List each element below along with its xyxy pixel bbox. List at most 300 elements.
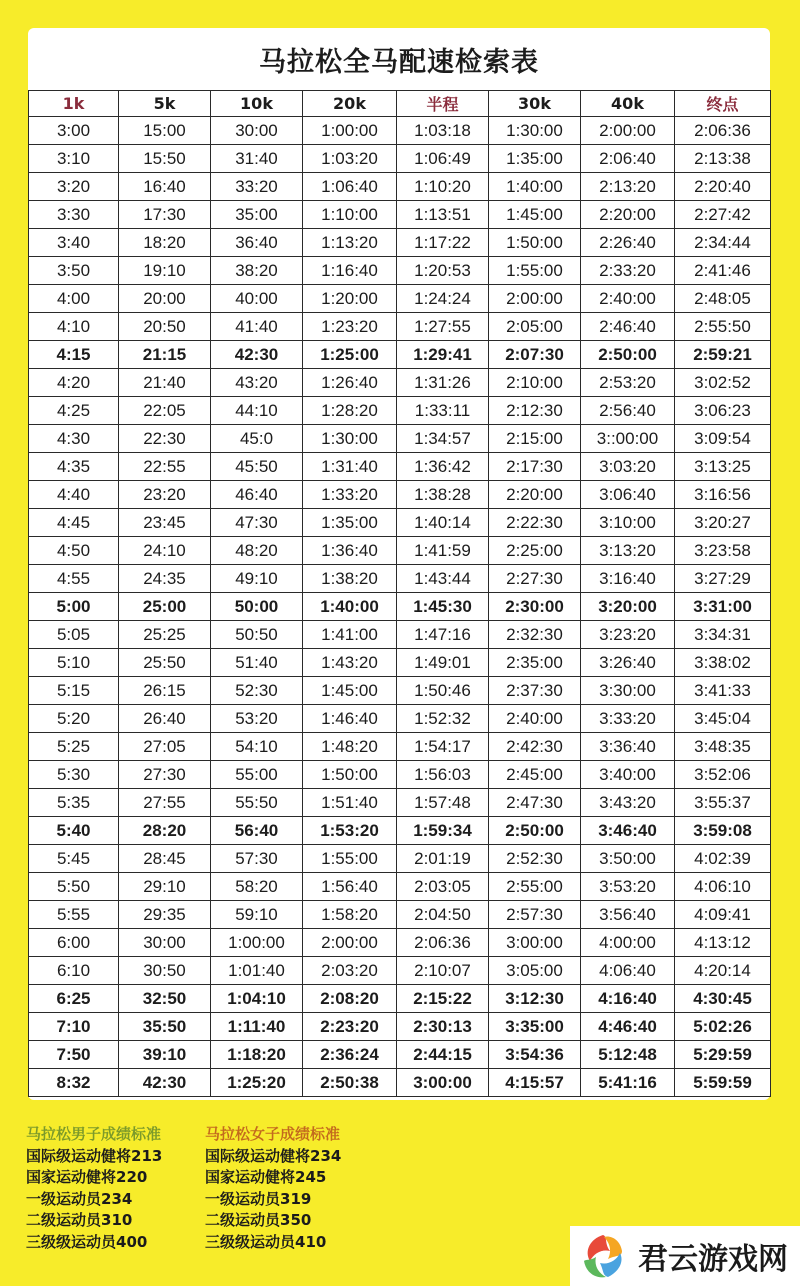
table-cell: 2:36:24 bbox=[303, 1041, 397, 1069]
watermark bbox=[570, 1226, 800, 1286]
table-cell: 50:00 bbox=[211, 593, 303, 621]
table-cell: 2:00:00 bbox=[303, 929, 397, 957]
table-row bbox=[29, 285, 771, 313]
table-cell: 4:13:12 bbox=[675, 929, 771, 957]
table-cell: 42:30 bbox=[119, 1069, 211, 1097]
table-cell: 1:36:42 bbox=[397, 453, 489, 481]
table-cell: 1:43:20 bbox=[303, 649, 397, 677]
table-cell: 1:20:53 bbox=[397, 257, 489, 285]
table-cell: 28:45 bbox=[119, 845, 211, 873]
table-cell: 1:29:41 bbox=[397, 341, 489, 369]
legend-female-item: 国际级运动健将234 bbox=[205, 1146, 342, 1165]
table-cell: 1:52:32 bbox=[397, 705, 489, 733]
table-cell: 27:55 bbox=[119, 789, 211, 817]
table-cell: 3:52:06 bbox=[675, 761, 771, 789]
table-cell: 1:20:00 bbox=[303, 285, 397, 313]
table-cell: 2:45:00 bbox=[489, 761, 581, 789]
swirl-logo-icon bbox=[578, 1231, 628, 1281]
table-cell: 1:30:00 bbox=[303, 425, 397, 453]
table-cell: 1:27:55 bbox=[397, 313, 489, 341]
table-cell: 47:30 bbox=[211, 509, 303, 537]
table-row bbox=[29, 1069, 771, 1097]
table-cell: 3:54:36 bbox=[489, 1041, 581, 1069]
table-cell: 43:20 bbox=[211, 369, 303, 397]
table-cell: 1:13:51 bbox=[397, 201, 489, 229]
table-cell: 24:10 bbox=[119, 537, 211, 565]
table-cell: 2:15:22 bbox=[397, 985, 489, 1013]
table-cell: 1:03:20 bbox=[303, 145, 397, 173]
header-finish: 终点 bbox=[675, 91, 771, 117]
table-cell: 3:13:20 bbox=[581, 537, 675, 565]
table-cell: 4:10 bbox=[29, 313, 119, 341]
table-cell: 1:30:00 bbox=[489, 117, 581, 145]
table-cell: 53:20 bbox=[211, 705, 303, 733]
table-cell: 1:48:20 bbox=[303, 733, 397, 761]
table-cell: 29:35 bbox=[119, 901, 211, 929]
table-cell: 2:59:21 bbox=[675, 341, 771, 369]
table-cell: 5:40 bbox=[29, 817, 119, 845]
table-cell: 2:13:20 bbox=[581, 173, 675, 201]
table-cell: 2:34:44 bbox=[675, 229, 771, 257]
table-cell: 22:55 bbox=[119, 453, 211, 481]
table-cell: 4:06:40 bbox=[581, 957, 675, 985]
table-cell: 2:50:38 bbox=[303, 1069, 397, 1097]
table-cell: 4:20:14 bbox=[675, 957, 771, 985]
table-cell: 3:20 bbox=[29, 173, 119, 201]
table-cell: 3:10 bbox=[29, 145, 119, 173]
table-cell: 3:06:23 bbox=[675, 397, 771, 425]
table-cell: 3:10:00 bbox=[581, 509, 675, 537]
legend-female-heading: 马拉松女子成绩标准 bbox=[205, 1125, 341, 1143]
table-cell: 5:00 bbox=[29, 593, 119, 621]
table-cell: 1:40:14 bbox=[397, 509, 489, 537]
table-cell: 2:04:50 bbox=[397, 901, 489, 929]
table-cell: 4:30:45 bbox=[675, 985, 771, 1013]
table-cell: 30:00 bbox=[119, 929, 211, 957]
table-cell: 3:50:00 bbox=[581, 845, 675, 873]
table-cell: 5:02:26 bbox=[675, 1013, 771, 1041]
table-row bbox=[29, 313, 771, 341]
table-cell: 24:35 bbox=[119, 565, 211, 593]
table-row bbox=[29, 201, 771, 229]
table-cell: 3:20:00 bbox=[581, 593, 675, 621]
table-cell: 2:47:30 bbox=[489, 789, 581, 817]
table-cell: 2:13:38 bbox=[675, 145, 771, 173]
table-cell: 2:50:00 bbox=[581, 341, 675, 369]
table-cell: 3:20:27 bbox=[675, 509, 771, 537]
table-cell: 54:10 bbox=[211, 733, 303, 761]
table-row bbox=[29, 957, 771, 985]
table-cell: 2:30:00 bbox=[489, 593, 581, 621]
table-cell: 4:35 bbox=[29, 453, 119, 481]
table-row bbox=[29, 145, 771, 173]
table-row bbox=[29, 593, 771, 621]
table-row bbox=[29, 677, 771, 705]
table-cell: 1:57:48 bbox=[397, 789, 489, 817]
table-cell: 21:40 bbox=[119, 369, 211, 397]
table-cell: 2:15:00 bbox=[489, 425, 581, 453]
table-cell: 25:50 bbox=[119, 649, 211, 677]
table-cell: 59:10 bbox=[211, 901, 303, 929]
table-cell: 2:06:36 bbox=[397, 929, 489, 957]
table-cell: 1:00:00 bbox=[303, 117, 397, 145]
header-half: 半程 bbox=[397, 91, 489, 117]
table-cell: 2:08:20 bbox=[303, 985, 397, 1013]
table-cell: 5:05 bbox=[29, 621, 119, 649]
table-cell: 5:30 bbox=[29, 761, 119, 789]
table-row bbox=[29, 369, 771, 397]
legend-male-item: 二级运动员310 bbox=[26, 1211, 133, 1229]
header-row bbox=[29, 91, 771, 117]
table-cell: 3:23:58 bbox=[675, 537, 771, 565]
table-cell: 22:05 bbox=[119, 397, 211, 425]
legend-male-item: 国家运动健将220 bbox=[26, 1168, 148, 1186]
table-cell: 2:03:05 bbox=[397, 873, 489, 901]
table-cell: 1:51:40 bbox=[303, 789, 397, 817]
table-cell: 2:27:42 bbox=[675, 201, 771, 229]
table-cell: 41:40 bbox=[211, 313, 303, 341]
table-cell: 6:10 bbox=[29, 957, 119, 985]
legend-female bbox=[205, 1124, 341, 1253]
table-cell: 1:43:44 bbox=[397, 565, 489, 593]
table-cell: 4:15 bbox=[29, 341, 119, 369]
table-cell: 1:26:40 bbox=[303, 369, 397, 397]
table-cell: 22:30 bbox=[119, 425, 211, 453]
table-cell: 35:50 bbox=[119, 1013, 211, 1041]
table-cell: 8:32 bbox=[29, 1069, 119, 1097]
table-cell: 15:00 bbox=[119, 117, 211, 145]
table-cell: 1:25:20 bbox=[211, 1069, 303, 1097]
table-cell: 1:45:00 bbox=[489, 201, 581, 229]
table-cell: 4:15:57 bbox=[489, 1069, 581, 1097]
table-cell: 1:16:40 bbox=[303, 257, 397, 285]
table-cell: 3:02:52 bbox=[675, 369, 771, 397]
table-cell: 1:56:40 bbox=[303, 873, 397, 901]
table-cell: 2:48:05 bbox=[675, 285, 771, 313]
table-cell: 1:35:00 bbox=[303, 509, 397, 537]
table-cell: 21:15 bbox=[119, 341, 211, 369]
table-cell: 4:00 bbox=[29, 285, 119, 313]
legend-male-item: 国际级运动健将213 bbox=[26, 1146, 163, 1165]
table-cell: 3:59:08 bbox=[675, 817, 771, 845]
legend-male bbox=[26, 1124, 162, 1253]
legend-female-item: 二级运动员350 bbox=[205, 1211, 312, 1229]
table-cell: 46:40 bbox=[211, 481, 303, 509]
table-cell: 1:06:49 bbox=[397, 145, 489, 173]
table-cell: 2:05:00 bbox=[489, 313, 581, 341]
table-cell: 1:49:01 bbox=[397, 649, 489, 677]
table-cell: 1:50:00 bbox=[489, 229, 581, 257]
table-cell: 4:02:39 bbox=[675, 845, 771, 873]
table-cell: 4:16:40 bbox=[581, 985, 675, 1013]
table-cell: 2:23:20 bbox=[303, 1013, 397, 1041]
table-cell: 52:30 bbox=[211, 677, 303, 705]
table-cell: 2:10:00 bbox=[489, 369, 581, 397]
table-cell: 45:50 bbox=[211, 453, 303, 481]
table-cell: 2:37:30 bbox=[489, 677, 581, 705]
header-30k: 30k bbox=[489, 91, 581, 117]
table-row bbox=[29, 621, 771, 649]
table-cell: 1:00:00 bbox=[211, 929, 303, 957]
table-cell: 5:41:16 bbox=[581, 1069, 675, 1097]
table-row bbox=[29, 1041, 771, 1069]
table-cell: 4:09:41 bbox=[675, 901, 771, 929]
table-cell: 4:30 bbox=[29, 425, 119, 453]
table-cell: 3:43:20 bbox=[581, 789, 675, 817]
table-cell: 2:25:00 bbox=[489, 537, 581, 565]
table-cell: 32:50 bbox=[119, 985, 211, 1013]
table-cell: 1:31:40 bbox=[303, 453, 397, 481]
table-cell: 3:23:20 bbox=[581, 621, 675, 649]
table-cell: 4:46:40 bbox=[581, 1013, 675, 1041]
table-cell: 4:40 bbox=[29, 481, 119, 509]
table-cell: 3:31:00 bbox=[675, 593, 771, 621]
table-cell: 23:20 bbox=[119, 481, 211, 509]
table-cell: 5:55 bbox=[29, 901, 119, 929]
table-cell: 2:50:00 bbox=[489, 817, 581, 845]
table-cell: 2:26:40 bbox=[581, 229, 675, 257]
table-cell: 3:16:40 bbox=[581, 565, 675, 593]
table-cell: 1:40:00 bbox=[489, 173, 581, 201]
table-cell: 3:40:00 bbox=[581, 761, 675, 789]
table-cell: 18:20 bbox=[119, 229, 211, 257]
table-cell: 3:16:56 bbox=[675, 481, 771, 509]
table-cell: 2:17:30 bbox=[489, 453, 581, 481]
header-5k: 5k bbox=[119, 91, 211, 117]
table-cell: 3:09:54 bbox=[675, 425, 771, 453]
table-cell: 3:35:00 bbox=[489, 1013, 581, 1041]
table-cell: 5:29:59 bbox=[675, 1041, 771, 1069]
table-row bbox=[29, 257, 771, 285]
table-cell: 27:05 bbox=[119, 733, 211, 761]
table-row bbox=[29, 537, 771, 565]
table-cell: 3::00:00 bbox=[581, 425, 675, 453]
table-cell: 20:50 bbox=[119, 313, 211, 341]
table-cell: 17:30 bbox=[119, 201, 211, 229]
header-1k: 1k bbox=[29, 91, 119, 117]
header-10k: 10k bbox=[211, 91, 303, 117]
table-cell: 5:35 bbox=[29, 789, 119, 817]
table-cell: 1:59:34 bbox=[397, 817, 489, 845]
table-cell: 2:12:30 bbox=[489, 397, 581, 425]
table-cell: 2:30:13 bbox=[397, 1013, 489, 1041]
table-cell: 1:53:20 bbox=[303, 817, 397, 845]
table-cell: 1:10:00 bbox=[303, 201, 397, 229]
table-cell: 3:12:30 bbox=[489, 985, 581, 1013]
table-cell: 2:52:30 bbox=[489, 845, 581, 873]
table-cell: 3:48:35 bbox=[675, 733, 771, 761]
table-cell: 3:46:40 bbox=[581, 817, 675, 845]
table-cell: 2:03:20 bbox=[303, 957, 397, 985]
table-cell: 1:10:20 bbox=[397, 173, 489, 201]
table-cell: 3:34:31 bbox=[675, 621, 771, 649]
table-cell: 2:00:00 bbox=[489, 285, 581, 313]
table-cell: 4:50 bbox=[29, 537, 119, 565]
table-cell: 20:00 bbox=[119, 285, 211, 313]
table-cell: 19:10 bbox=[119, 257, 211, 285]
table-cell: 28:20 bbox=[119, 817, 211, 845]
table-cell: 5:50 bbox=[29, 873, 119, 901]
table-cell: 5:10 bbox=[29, 649, 119, 677]
table-cell: 1:11:40 bbox=[211, 1013, 303, 1041]
table-cell: 2:20:00 bbox=[489, 481, 581, 509]
table-cell: 2:42:30 bbox=[489, 733, 581, 761]
table-cell: 50:50 bbox=[211, 621, 303, 649]
table-cell: 56:40 bbox=[211, 817, 303, 845]
table-cell: 1:35:00 bbox=[489, 145, 581, 173]
table-cell: 45:0 bbox=[211, 425, 303, 453]
table-cell: 3:00:00 bbox=[489, 929, 581, 957]
table-cell: 1:50:46 bbox=[397, 677, 489, 705]
pace-chart-card bbox=[28, 28, 770, 1100]
table-cell: 26:40 bbox=[119, 705, 211, 733]
table-cell: 4:00:00 bbox=[581, 929, 675, 957]
table-cell: 5:20 bbox=[29, 705, 119, 733]
table-cell: 3:05:00 bbox=[489, 957, 581, 985]
table-cell: 2:55:50 bbox=[675, 313, 771, 341]
table-row bbox=[29, 173, 771, 201]
watermark-text: 君云游戏网 bbox=[638, 1242, 788, 1277]
table-cell: 1:04:10 bbox=[211, 985, 303, 1013]
table-row bbox=[29, 481, 771, 509]
table-cell: 2:20:40 bbox=[675, 173, 771, 201]
table-cell: 1:17:22 bbox=[397, 229, 489, 257]
table-cell: 3:50 bbox=[29, 257, 119, 285]
table-cell: 40:00 bbox=[211, 285, 303, 313]
table-cell: 5:59:59 bbox=[675, 1069, 771, 1097]
table-cell: 1:33:11 bbox=[397, 397, 489, 425]
table-row bbox=[29, 117, 771, 145]
table-row bbox=[29, 789, 771, 817]
table-cell: 25:25 bbox=[119, 621, 211, 649]
table-cell: 2:55:00 bbox=[489, 873, 581, 901]
table-cell: 2:53:20 bbox=[581, 369, 675, 397]
table-cell: 3:45:04 bbox=[675, 705, 771, 733]
header-40k: 40k bbox=[581, 91, 675, 117]
table-cell: 3:26:40 bbox=[581, 649, 675, 677]
table-cell: 2:07:30 bbox=[489, 341, 581, 369]
table-cell: 3:38:02 bbox=[675, 649, 771, 677]
table-row bbox=[29, 705, 771, 733]
table-cell: 3:03:20 bbox=[581, 453, 675, 481]
table-cell: 15:50 bbox=[119, 145, 211, 173]
table-cell: 57:30 bbox=[211, 845, 303, 873]
table-cell: 1:38:28 bbox=[397, 481, 489, 509]
table-cell: 2:00:00 bbox=[581, 117, 675, 145]
table-cell: 29:10 bbox=[119, 873, 211, 901]
table-cell: 25:00 bbox=[119, 593, 211, 621]
table-cell: 3:27:29 bbox=[675, 565, 771, 593]
table-cell: 6:00 bbox=[29, 929, 119, 957]
table-cell: 2:20:00 bbox=[581, 201, 675, 229]
pace-table bbox=[28, 90, 771, 1097]
table-row bbox=[29, 649, 771, 677]
table-cell: 36:40 bbox=[211, 229, 303, 257]
table-row bbox=[29, 229, 771, 257]
table-cell: 26:15 bbox=[119, 677, 211, 705]
table-cell: 3:00:00 bbox=[397, 1069, 489, 1097]
table-cell: 5:12:48 bbox=[581, 1041, 675, 1069]
table-cell: 3:36:40 bbox=[581, 733, 675, 761]
legend-female-item: 国家运动健将245 bbox=[205, 1168, 327, 1186]
table-row bbox=[29, 817, 771, 845]
table-row bbox=[29, 397, 771, 425]
legend-male-item: 一级运动员234 bbox=[26, 1189, 133, 1208]
table-cell: 1:13:20 bbox=[303, 229, 397, 257]
table-cell: 2:40:00 bbox=[489, 705, 581, 733]
table-cell: 2:41:46 bbox=[675, 257, 771, 285]
table-cell: 5:45 bbox=[29, 845, 119, 873]
table-cell: 6:25 bbox=[29, 985, 119, 1013]
table-cell: 1:25:00 bbox=[303, 341, 397, 369]
table-cell: 30:50 bbox=[119, 957, 211, 985]
table-row bbox=[29, 873, 771, 901]
table-cell: 30:00 bbox=[211, 117, 303, 145]
legend-female-item: 三级级运动员410 bbox=[205, 1232, 327, 1251]
table-cell: 3:55:37 bbox=[675, 789, 771, 817]
table-cell: 42:30 bbox=[211, 341, 303, 369]
table-cell: 2:06:36 bbox=[675, 117, 771, 145]
table-cell: 55:00 bbox=[211, 761, 303, 789]
legend-male-heading: 马拉松男子成绩标准 bbox=[26, 1125, 162, 1143]
table-cell: 2:57:30 bbox=[489, 901, 581, 929]
table-cell: 1:41:00 bbox=[303, 621, 397, 649]
legend-male-item: 三级级运动员400 bbox=[26, 1232, 148, 1251]
table-cell: 4:06:10 bbox=[675, 873, 771, 901]
table-cell: 3:06:40 bbox=[581, 481, 675, 509]
table-row bbox=[29, 425, 771, 453]
table-cell: 1:50:00 bbox=[303, 761, 397, 789]
table-cell: 2:06:40 bbox=[581, 145, 675, 173]
table-cell: 55:50 bbox=[211, 789, 303, 817]
table-cell: 1:18:20 bbox=[211, 1041, 303, 1069]
table-cell: 2:56:40 bbox=[581, 397, 675, 425]
table-cell: 1:06:40 bbox=[303, 173, 397, 201]
pace-table-body bbox=[29, 117, 771, 1097]
page-title: 马拉松全马配速检索表 bbox=[259, 46, 539, 78]
table-cell: 16:40 bbox=[119, 173, 211, 201]
table-row bbox=[29, 341, 771, 369]
table-row bbox=[29, 761, 771, 789]
table-cell: 1:36:40 bbox=[303, 537, 397, 565]
table-cell: 33:20 bbox=[211, 173, 303, 201]
table-cell: 39:10 bbox=[119, 1041, 211, 1069]
table-cell: 3:41:33 bbox=[675, 677, 771, 705]
header-20k: 20k bbox=[303, 91, 397, 117]
table-cell: 2:22:30 bbox=[489, 509, 581, 537]
table-cell: 27:30 bbox=[119, 761, 211, 789]
table-cell: 1:03:18 bbox=[397, 117, 489, 145]
table-cell: 58:20 bbox=[211, 873, 303, 901]
table-cell: 4:20 bbox=[29, 369, 119, 397]
table-row bbox=[29, 901, 771, 929]
table-cell: 5:25 bbox=[29, 733, 119, 761]
table-row bbox=[29, 1013, 771, 1041]
table-cell: 2:40:00 bbox=[581, 285, 675, 313]
table-row bbox=[29, 565, 771, 593]
table-cell: 51:40 bbox=[211, 649, 303, 677]
table-row bbox=[29, 509, 771, 537]
table-cell: 1:23:20 bbox=[303, 313, 397, 341]
table-cell: 7:50 bbox=[29, 1041, 119, 1069]
table-row bbox=[29, 453, 771, 481]
table-cell: 3:30:00 bbox=[581, 677, 675, 705]
table-cell: 31:40 bbox=[211, 145, 303, 173]
table-cell: 2:27:30 bbox=[489, 565, 581, 593]
table-cell: 1:34:57 bbox=[397, 425, 489, 453]
table-cell: 5:15 bbox=[29, 677, 119, 705]
table-cell: 2:44:15 bbox=[397, 1041, 489, 1069]
